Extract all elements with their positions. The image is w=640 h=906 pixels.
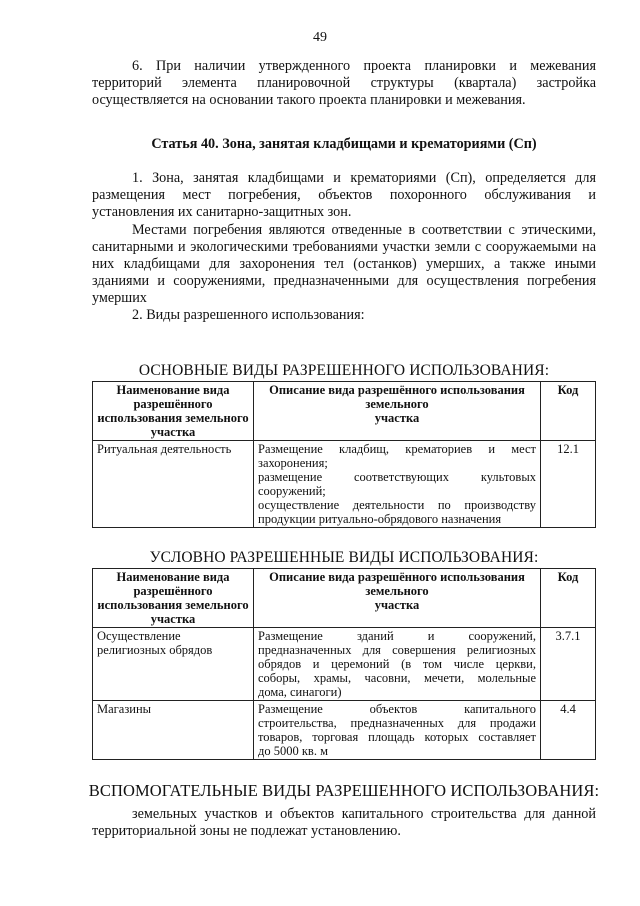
paragraph-6: 6. При наличии утвержденного проекта планировки и межевания территорий элемента планировочной структуры (квартала) застройка осуществляется на основании такого проекта планировки и межевания. <box>92 58 596 108</box>
header-code: Код <box>541 569 596 628</box>
page-number: 49 <box>313 30 327 45</box>
row-code: 4.4 <box>541 701 596 760</box>
table-row <box>93 441 596 528</box>
row-code: 12.1 <box>541 441 596 528</box>
article-title: Статья 40. Зона, занятая кладбищами и крематориями (Сп) <box>151 136 537 152</box>
header-description: Описание вида разрешённого использования земельного участка <box>254 569 541 628</box>
table-row <box>93 628 596 701</box>
row-name: Ритуальная деятельность <box>93 441 254 528</box>
row-description: Размещение кладбищ, крематориев и мест захоронения; размещение соответствующих культовых сооружений; осуществление деятельности по производству продукции ритуально-обрядового назначения <box>254 441 541 528</box>
paragraph-burial-places: Местами погребения являются отведенные в соответствии с этическими, санитарными и экологическими требованиями участки земли с сооружаемыми на них кладбищами для захоронения тел (останков) умерших, а также иными зданиями и сооружениями, предназначенными для осуществления погребения умерших <box>92 222 596 306</box>
row-description: Размещение объектов капитального строительства, предназначенных для продажи товаров, торговая площадь которых составляет до 5000 кв. м <box>254 701 541 760</box>
main-uses-title: ОСНОВНЫЕ ВИДЫ РАЗРЕШЕННОГО ИСПОЛЬЗОВАНИЯ: <box>138 362 550 379</box>
table-header-row <box>93 382 596 441</box>
header-name: Наименование вида разрешённого использования земельного участка <box>93 382 254 441</box>
conditional-uses-title: УСЛОВНО РАЗРЕШЕННЫЕ ВИДЫ ИСПОЛЬЗОВАНИЯ: <box>149 549 539 566</box>
row-name: Осуществление религиозных обрядов <box>93 628 254 701</box>
row-code: 3.7.1 <box>541 628 596 701</box>
conditional-uses-table <box>92 568 596 760</box>
row-description: Размещение зданий и сооружений, предназначенных для совершения религиозных обрядов и церемоний (в том числе церкви, соборы, храмы, часовни, мечети, молельные дома, синагоги) <box>254 628 541 701</box>
header-code: Код <box>541 382 596 441</box>
row-name: Магазины <box>93 701 254 760</box>
paragraph-2: 2. Виды разрешенного использования: <box>132 307 365 323</box>
auxiliary-uses-text: земельных участков и объектов капитального строительства для данной территориальной зоны не подлежат установлению. <box>92 806 596 839</box>
auxiliary-uses-title: ВСПОМОГАТЕЛЬНЫЕ ВИДЫ РАЗРЕШЕННОГО ИСПОЛЬЗОВАНИЯ: <box>88 781 600 800</box>
header-description: Описание вида разрешённого использования земельного участка <box>254 382 541 441</box>
main-uses-table <box>92 381 596 528</box>
paragraph-1: 1. Зона, занятая кладбищами и крематориями (Сп), определяется для размещения мест погребения, объектов похоронного обслуживания и установления их санитарно-защитных зон. <box>92 170 596 220</box>
table-header-row <box>93 569 596 628</box>
header-name: Наименование вида разрешённого использования земельного участка <box>93 569 254 628</box>
table-row <box>93 701 596 760</box>
